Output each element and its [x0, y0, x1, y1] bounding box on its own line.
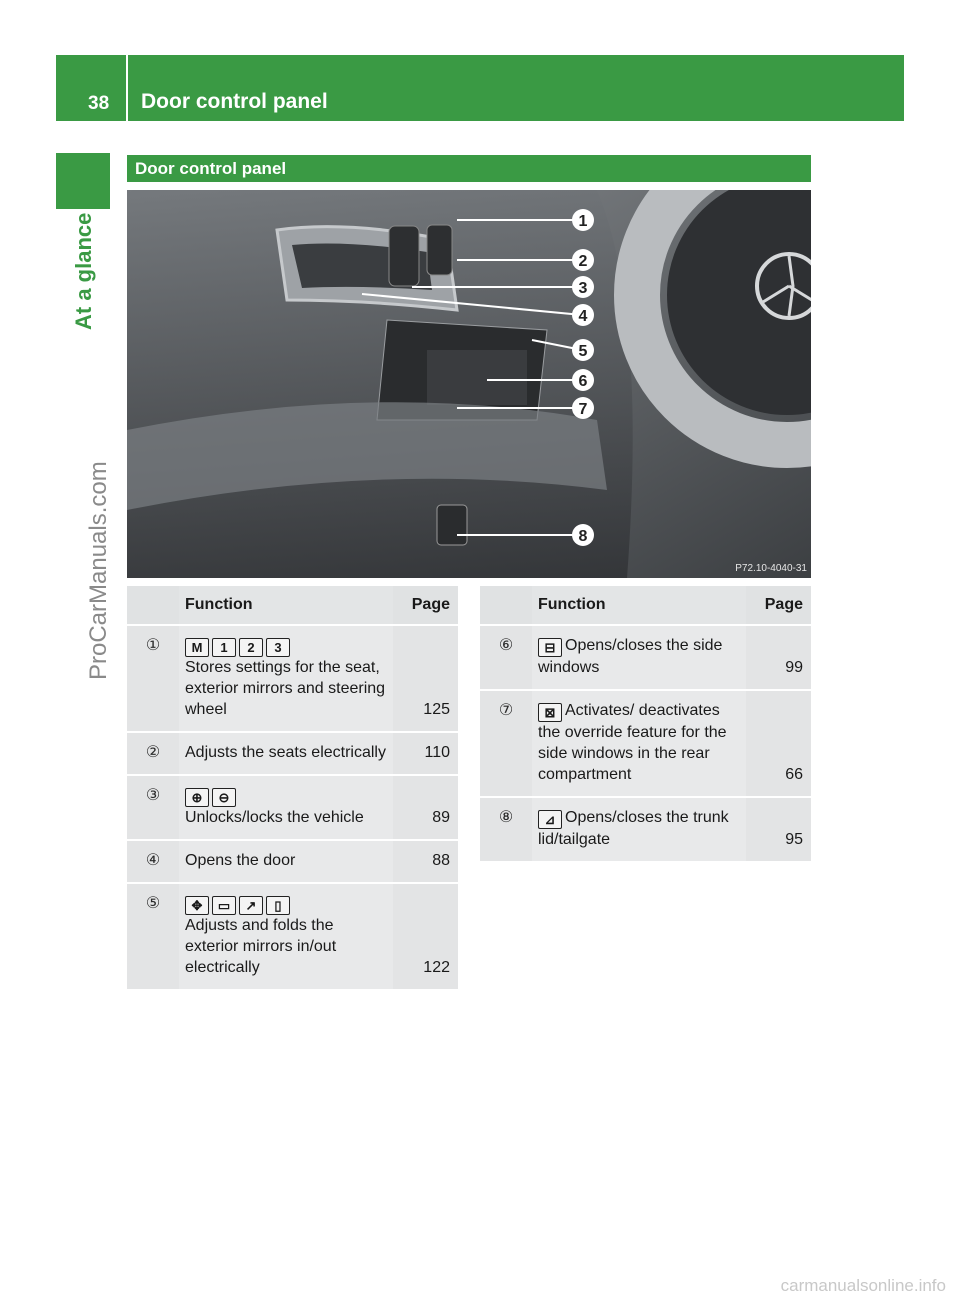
row-page: 66 — [746, 691, 811, 798]
table-head-number — [480, 586, 532, 626]
page-number: 38 — [88, 93, 110, 114]
door-panel-photo — [127, 190, 811, 578]
row-function — [179, 776, 393, 841]
function-table-left — [127, 586, 458, 991]
row-number: ⑦ — [480, 691, 532, 798]
button-symbol-icon: ↗ — [239, 896, 263, 915]
callout-2 — [572, 249, 594, 271]
function-symbols — [185, 635, 387, 657]
header-divider — [126, 55, 128, 121]
svg-text:3: 3 — [578, 280, 588, 297]
table-row — [480, 691, 811, 798]
table-head-number — [127, 586, 179, 626]
row-function — [179, 841, 393, 884]
door-panel-illustration — [127, 190, 811, 578]
svg-text:1: 1 — [578, 213, 588, 230]
table-row — [127, 841, 458, 884]
side-watermark: ProCarManuals.com — [85, 461, 112, 680]
callout-7 — [572, 397, 594, 419]
callout-4 — [572, 304, 594, 326]
table-row — [127, 884, 458, 991]
button-symbol-icon: 3 — [266, 638, 290, 657]
function-symbols — [185, 893, 387, 915]
function-description: Unlocks/locks the vehicle — [185, 809, 364, 826]
callout-3 — [572, 276, 594, 298]
table-row — [480, 798, 811, 863]
function-symbols — [538, 637, 565, 654]
row-function — [179, 884, 393, 991]
table-head-function: Function — [179, 586, 393, 626]
row-number: ⑥ — [480, 626, 532, 691]
button-symbol-icon: ⊠ — [538, 703, 562, 722]
button-symbol-icon: 1 — [212, 638, 236, 657]
row-number: ⑧ — [480, 798, 532, 863]
function-table-right — [480, 586, 811, 863]
row-number: ③ — [127, 776, 179, 841]
button-symbol-icon: ⊕ — [185, 788, 209, 807]
section-side-label: At a glance — [71, 212, 96, 330]
table-row — [127, 776, 458, 841]
button-symbol-icon: ⊟ — [538, 638, 562, 657]
side-tab — [56, 153, 110, 209]
row-page: 122 — [393, 884, 458, 991]
svg-text:7: 7 — [578, 401, 588, 418]
table-row — [127, 626, 458, 733]
row-number: ④ — [127, 841, 179, 884]
button-symbol-icon: M — [185, 638, 209, 657]
table-row — [127, 733, 458, 776]
callout-1 — [572, 209, 594, 231]
function-description: Adjusts and folds the exterior mirrors in/out electrically — [185, 917, 337, 976]
function-symbols — [538, 809, 565, 826]
row-function — [179, 733, 393, 776]
function-description: Opens/closes the trunk lid/tailgate — [538, 809, 729, 848]
function-description: Activates/ deactivates the override feature for the side windows in the rear compartment — [538, 702, 727, 783]
button-symbol-icon: ⊿ — [538, 810, 562, 829]
table-row — [480, 626, 811, 691]
page-title: Door control panel — [141, 90, 328, 113]
svg-text:4: 4 — [578, 308, 588, 325]
function-description: Opens the door — [185, 852, 296, 869]
row-function — [532, 626, 746, 691]
svg-text:2: 2 — [578, 253, 588, 270]
svg-text:6: 6 — [578, 373, 588, 390]
function-description: Adjusts the seats electrically — [185, 744, 386, 761]
function-description: Stores settings for the seat, exterior mirrors and steering wheel — [185, 659, 386, 718]
callout-5 — [572, 339, 594, 361]
section-heading: Door control panel — [127, 155, 811, 182]
callout-6 — [572, 369, 594, 391]
function-symbols — [185, 785, 387, 807]
row-number: ② — [127, 733, 179, 776]
callout-8 — [572, 524, 594, 546]
button-symbol-icon: ▯ — [266, 896, 290, 915]
row-page: 110 — [393, 733, 458, 776]
function-description: Opens/closes the side windows — [538, 637, 723, 676]
button-symbol-icon: ⊖ — [212, 788, 236, 807]
svg-text:8: 8 — [578, 528, 588, 545]
footer-watermark: carmanualsonline.info — [780, 1276, 946, 1295]
image-code: P72.10-4040-31 — [735, 563, 807, 574]
table-head-page: Page — [746, 586, 811, 626]
row-function — [179, 626, 393, 733]
table-head-function: Function — [532, 586, 746, 626]
row-page: 89 — [393, 776, 458, 841]
row-page: 95 — [746, 798, 811, 863]
button-symbol-icon: ▭ — [212, 896, 236, 915]
row-number: ① — [127, 626, 179, 733]
row-number: ⑤ — [127, 884, 179, 991]
button-symbol-icon: 2 — [239, 638, 263, 657]
row-page: 88 — [393, 841, 458, 884]
svg-text:5: 5 — [578, 343, 588, 360]
table-head-page: Page — [393, 586, 458, 626]
button-symbol-icon: ✥ — [185, 896, 209, 915]
function-symbols — [538, 702, 565, 719]
row-page: 99 — [746, 626, 811, 691]
row-page: 125 — [393, 626, 458, 733]
row-function — [532, 691, 746, 798]
row-function — [532, 798, 746, 863]
